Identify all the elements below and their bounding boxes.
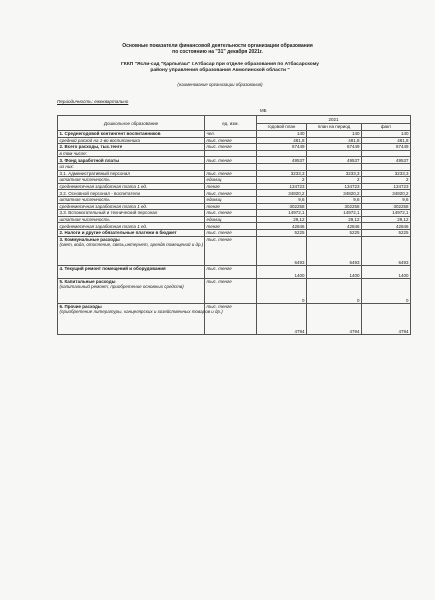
row-fact: 4794 [362,303,411,334]
row-fact [362,150,411,157]
header-plan: годовой план [257,123,307,131]
row-plan: 34820,2 [257,190,307,197]
table-row [58,150,411,157]
row-unit: тыс. тенге [205,236,257,265]
row-fact: 3233,3 [362,170,411,177]
row-fact: 5225 [362,229,411,236]
row-title: 3. Коммунальные расходы [59,236,120,242]
row-period: 5225 [307,229,362,236]
row-subtitle: (капитальный ремонт, приобретение основных средств) [59,283,184,289]
row-fact: 6493 [362,236,411,265]
row-period: 140 [307,131,362,138]
row-name: штатная численность [58,177,205,184]
row-name: среднемесячная заработная плата 1 ед. [58,223,205,230]
organization-name [70,62,370,74]
table-row [58,203,411,210]
row-period: 42846 [307,223,362,230]
row-name: штатная численность [58,196,205,203]
row-unit: тыс. тенге [205,278,257,303]
row-period: 0 [307,278,362,303]
row-period: 67449 [307,144,362,151]
row-plan: 302258 [257,203,307,210]
row-unit: тенге [205,183,257,190]
row-name: из них: [58,163,205,170]
row-plan: 9,6 [257,196,307,203]
table-row [58,265,411,278]
table-row [58,223,411,230]
row-fact: 29,12 [362,216,411,223]
row-unit: тыс. тенге [205,303,257,334]
header-period: план на период [307,123,362,131]
document-title [40,43,395,56]
row-period: 2 [307,177,362,184]
table-row [58,144,411,151]
row-plan: 481,8 [257,137,307,144]
row-plan: 2 [257,177,307,184]
row-period: 3233,3 [307,170,362,177]
row-period: 29,12 [307,216,362,223]
row-unit: единиц [205,216,257,223]
row-fact: 2 [362,177,411,184]
row-unit: единиц [205,196,257,203]
row-name [58,265,205,278]
row-fact: 302258 [362,203,411,210]
row-unit: тенге [205,203,257,210]
row-name: 3.2. Основной персонал - воспитатели [58,190,205,197]
header-year: 2021 [257,116,411,124]
row-period: 14972,1 [307,210,362,217]
title-line-2: по состоянию на "31" декабря 2021г. [172,49,263,56]
row-fact: 481,8 [362,137,411,144]
row-plan: 0 [257,278,307,303]
header-name: Дошкольное образование [58,116,205,131]
row-plan: 4794 [257,303,307,334]
row-name [58,278,205,303]
row-fact [362,163,411,170]
org-line-2: району управления образования Акмолинской области " [150,68,290,74]
row-fact: 67449 [362,144,411,151]
row-period: 481,8 [307,137,362,144]
budget-unit: МБ [260,108,267,113]
table-row [58,183,411,190]
table-row [58,236,411,265]
row-unit: тыс. тенге [205,229,257,236]
title-line-1: Основные показатели финансовой деятельности организации образования [122,43,313,49]
header-fact: факт [362,123,411,131]
table-row [58,137,411,144]
row-name: 3. Фонд заработной платы [58,157,205,164]
row-name: 2. Всего расходы, тыс.тенге [58,144,205,151]
table-row [58,177,411,184]
row-unit: тыс. тенге [205,137,257,144]
org-note: (наименование организации образования) [177,82,263,87]
row-plan: 42846 [257,223,307,230]
table-row [58,170,411,177]
table-row [58,229,411,236]
table-row [58,216,411,223]
table-row [58,278,411,303]
row-period [307,150,362,157]
row-period: 6493 [307,236,362,265]
row-unit: тыс. тенге [205,144,257,151]
row-subtitle: (приобретение литературы, канцелярских и хозяйственных товаров и др.) [59,308,223,314]
row-name: 2. Налоги и другие обязательные платежи в бюджет [58,229,205,236]
row-unit: тыс. тенге [205,190,257,197]
row-period: 1400 [307,265,362,278]
row-plan: 6493 [257,236,307,265]
row-name: 1. Среднегодовой контингент воспитанников [58,131,205,138]
row-period: 4794 [307,303,362,334]
row-name [58,236,205,265]
row-plan: 1400 [257,265,307,278]
row-plan: 49537 [257,157,307,164]
table-row [58,163,411,170]
row-plan [257,163,307,170]
row-name: 3.1. Административный персонал [58,170,205,177]
table-row [58,131,411,138]
row-period: 134723 [307,183,362,190]
table-row [58,190,411,197]
row-name: штатная численность [58,216,205,223]
row-title: 4. Текущий ремонт помещений и оборудования [59,265,166,271]
row-title: 6. Прочие расходы [59,303,102,309]
row-fact: 34820,2 [362,190,411,197]
row-unit: тыс. тенге [205,210,257,217]
row-fact: 140 [362,131,411,138]
row-unit: единиц [205,177,257,184]
row-plan: 14972,1 [257,210,307,217]
header-unit: ед. изм. [205,116,257,131]
row-fact: 49537 [362,157,411,164]
table-row [58,210,411,217]
table-body [58,131,411,335]
row-plan: 67449 [257,144,307,151]
row-name: 3.3. Вспомогательный и технический персонал [58,210,205,217]
row-unit [205,163,257,170]
financial-table [57,115,411,335]
periodicity: Периодичность: ежеквартально [57,99,129,104]
row-period: 9,6 [307,196,362,203]
row-name: средний расход на 1-во воспитанника [58,137,205,144]
row-plan: 5225 [257,229,307,236]
row-plan: 3233,3 [257,170,307,177]
row-period: 34820,2 [307,190,362,197]
row-unit: тенге [205,223,257,230]
row-unit: чел. [205,131,257,138]
table-row [58,157,411,164]
org-line-1: ГККП "Ясли-сад "Қарлығаш" г.Атбасар при отделе образования по Атбасарскому [121,62,319,67]
row-period: 49537 [307,157,362,164]
row-unit: тыс. тенге [205,170,257,177]
table-row [58,196,411,203]
row-period [307,163,362,170]
row-fact: 42846 [362,223,411,230]
row-fact: 14972,1 [362,210,411,217]
row-fact: 9,6 [362,196,411,203]
row-unit: тыс. тенге [205,265,257,278]
row-period: 302258 [307,203,362,210]
row-name: в том числе: [58,150,205,157]
row-plan [257,150,307,157]
row-plan: 140 [257,131,307,138]
row-fact: 134723 [362,183,411,190]
table-row [58,303,411,334]
row-plan: 29,12 [257,216,307,223]
row-fact: 1400 [362,265,411,278]
row-unit: тыс. тенге [205,157,257,164]
row-subtitle: (свет, вода, отопление, связь,интернет, арендв помещений и др.) [59,241,204,247]
row-unit [205,150,257,157]
row-plan: 134723 [257,183,307,190]
row-fact: 0 [362,278,411,303]
row-name: среднемесячная заработная плата 1 ед. [58,183,205,190]
row-name: среднемесячная заработная плата 1 ед. [58,203,205,210]
row-title: 5. Капитальные расходы [59,278,116,284]
